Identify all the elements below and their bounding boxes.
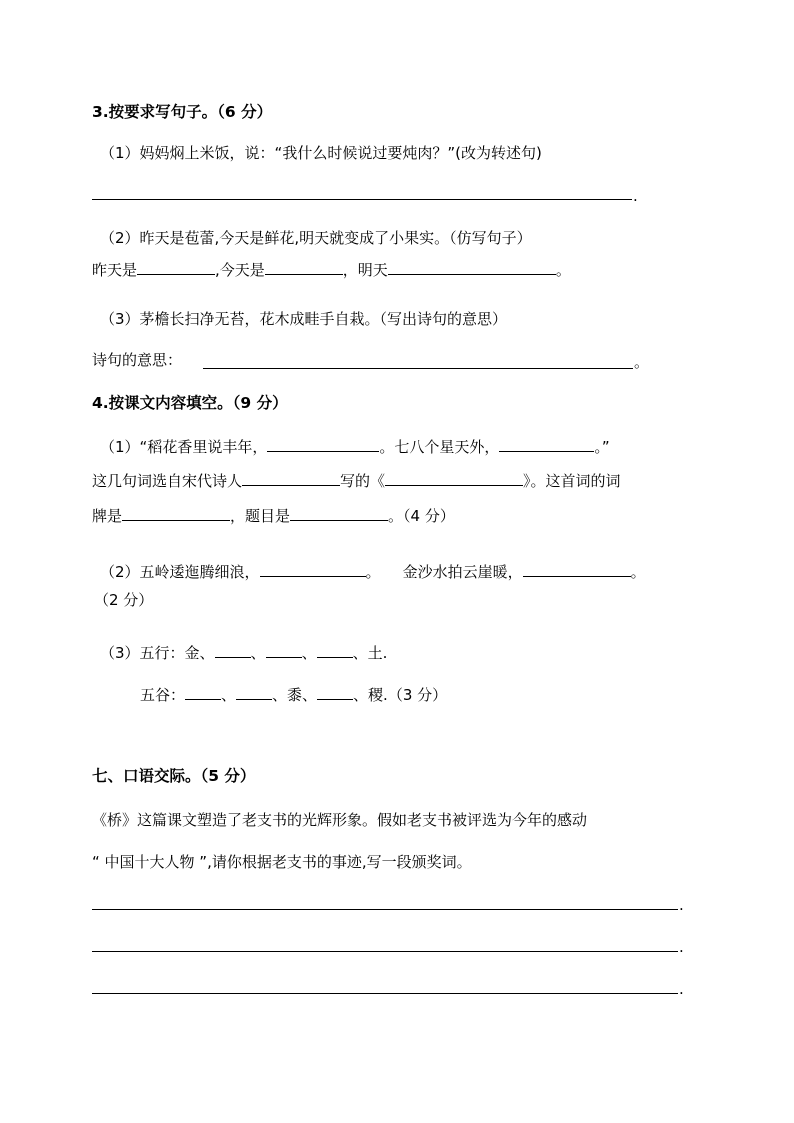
q3-p1-end: . — [633, 187, 638, 205]
q3-p2-blank-3[interactable] — [388, 260, 556, 275]
q4-p1-blank-3[interactable] — [242, 471, 340, 486]
q4-p2-text-d: 。 — [630, 563, 646, 581]
q4-p3-blank-5[interactable] — [236, 685, 272, 700]
q4-p3-sep-3: 、 — [221, 686, 237, 704]
q4-p3-end2: 、稷.（3 分） — [353, 686, 448, 704]
q3-p1-prompt: （1）妈妈焖上米饭，说：“我什么时候说过要炖肉？”(改为转述句) — [100, 144, 542, 162]
q4-p1-text-h: ，题目是 — [230, 507, 291, 525]
q7-heading: 七、口语交际。（5 分） — [92, 767, 256, 785]
q4-p1-blank-1[interactable] — [267, 437, 379, 452]
q4-p3-end: 、土. — [352, 644, 388, 662]
q4-p2-text-b: 。 — [365, 563, 381, 581]
q4-heading: 4.按课文内容填空。（9 分） — [92, 394, 288, 412]
q4-p2-blank-2[interactable] — [523, 562, 631, 577]
q4-p1-line2 — [92, 471, 621, 491]
q4-p1-text-c: 。” — [594, 438, 610, 456]
q4-p3-blank-4[interactable] — [185, 685, 221, 700]
q4-p3-sep-2: 、 — [301, 644, 317, 662]
q4-p3-line1 — [100, 643, 387, 663]
q7-end-3: . — [679, 980, 684, 998]
q7-end-1: . — [679, 896, 684, 914]
q4-p1-blank-6[interactable] — [290, 506, 388, 521]
q3-p2-text-d: 。 — [555, 261, 571, 279]
q4-p1-text-i: 。（4 分） — [388, 507, 455, 525]
q4-p1-line1 — [100, 437, 610, 457]
q4-p1-blank-5[interactable] — [122, 506, 230, 521]
q7-line1: 《桥》这篇课文塑造了老支书的光辉形象。假如老支书被评选为今年的感动 — [92, 811, 588, 829]
q4-p2-text-a: （2）五岭逶迤腾细浪， — [100, 563, 260, 581]
q7-line2: “ 中国十大人物 ”,请你根据老支书的事迹,写一段颁奖词。 — [92, 853, 472, 871]
q3-p2-text-b: ,今天是 — [215, 261, 265, 279]
q4-p1-text-g: 牌是 — [92, 507, 123, 525]
q4-p1-text-a: （1）“稻花香里说丰年， — [100, 438, 268, 456]
q7-answer-line-2[interactable] — [92, 951, 678, 952]
q3-p1-answer-line[interactable] — [92, 199, 632, 200]
q3-p2-answer — [92, 260, 571, 280]
q4-p3-label: （3）五行：金、 — [100, 644, 215, 662]
q3-p3-label: 诗句的意思： — [92, 351, 183, 369]
q4-p2-score: （2 分） — [94, 591, 154, 609]
q4-p3-blank-6[interactable] — [317, 685, 353, 700]
q4-p3-blank-1[interactable] — [215, 643, 251, 658]
q4-p2-text-c: 金沙水拍云崖暖， — [402, 563, 523, 581]
q4-p1-text-f: 》。这首词的词 — [523, 472, 621, 490]
q4-p1-text-b: 。七八个星天外， — [379, 438, 500, 456]
q4-p1-blank-4[interactable] — [385, 471, 523, 486]
q4-p2-blank-1[interactable] — [260, 562, 366, 577]
q4-p1-line3 — [92, 506, 455, 526]
q4-p3-line2 — [140, 685, 447, 705]
q4-p1-blank-2[interactable] — [499, 437, 594, 452]
q4-p1-text-e: 写的《 — [340, 472, 386, 490]
q3-p2-blank-2[interactable] — [265, 260, 343, 275]
q4-p2-line1 — [100, 562, 646, 582]
q4-p3-mid: 、黍、 — [272, 686, 318, 704]
q7-answer-line-1[interactable] — [92, 909, 678, 910]
q3-p3-answer-line[interactable] — [203, 368, 633, 369]
q3-p2-text-a: 昨天是 — [92, 261, 138, 279]
q3-p2-prompt: （2）昨天是苞蕾,今天是鲜花,明天就变成了小果实。（仿写句子） — [100, 229, 532, 247]
q4-p3-sep-1: 、 — [250, 644, 266, 662]
q7-answer-line-3[interactable] — [92, 993, 678, 994]
q4-p3-label2: 五谷： — [140, 686, 186, 704]
q7-end-2: . — [679, 938, 684, 956]
q3-p3-prompt: （3）茅檐长扫净无苔，花木成畦手自栽。（写出诗句的意思） — [100, 310, 508, 328]
q3-p2-blank-1[interactable] — [137, 260, 215, 275]
q3-p2-text-c: ，明天 — [342, 261, 388, 279]
q3-p3-end: 。 — [634, 353, 650, 371]
q4-p3-blank-3[interactable] — [317, 643, 353, 658]
q3-heading: 3.按要求写句子。（6 分） — [92, 103, 273, 121]
q4-p3-blank-2[interactable] — [266, 643, 302, 658]
q4-p1-text-d: 这几句词选自宋代诗人 — [92, 472, 243, 490]
